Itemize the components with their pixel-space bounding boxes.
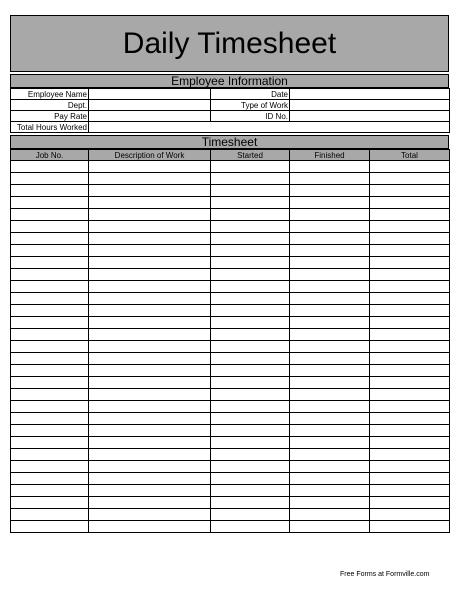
table-cell[interactable] (211, 485, 290, 497)
table-cell[interactable] (11, 233, 89, 245)
table-cell[interactable] (89, 281, 211, 293)
table-cell[interactable] (290, 413, 370, 425)
table-cell[interactable] (89, 221, 211, 233)
field-input[interactable] (290, 100, 450, 111)
table-row (11, 317, 450, 329)
table-cell[interactable] (211, 509, 290, 521)
table-cell[interactable] (370, 437, 450, 449)
table-cell[interactable] (211, 449, 290, 461)
table-cell[interactable] (89, 389, 211, 401)
footer-credit: Free Forms at Formville.com (340, 571, 430, 578)
table-cell[interactable] (211, 377, 290, 389)
table-cell[interactable] (370, 353, 450, 365)
table-cell[interactable] (211, 365, 290, 377)
field-label: Type of Work (211, 100, 290, 111)
timesheet-heading: Timesheet (10, 135, 449, 149)
table-cell[interactable] (89, 485, 211, 497)
table-cell[interactable] (11, 521, 89, 533)
table-cell[interactable] (11, 317, 89, 329)
employee-info-heading: Employee Information (10, 74, 449, 88)
table-cell[interactable] (290, 245, 370, 257)
table-cell[interactable] (211, 317, 290, 329)
table-cell[interactable] (370, 485, 450, 497)
table-cell[interactable] (89, 413, 211, 425)
table-cell[interactable] (290, 449, 370, 461)
table-row (11, 365, 450, 377)
table-cell[interactable] (89, 449, 211, 461)
table-cell[interactable] (290, 521, 370, 533)
table-cell[interactable] (211, 341, 290, 353)
table-cell[interactable] (370, 269, 450, 281)
table-cell[interactable] (89, 329, 211, 341)
table-cell[interactable] (11, 437, 89, 449)
table-cell[interactable] (370, 257, 450, 269)
table-cell[interactable] (89, 461, 211, 473)
table-cell[interactable] (11, 305, 89, 317)
table-cell[interactable] (211, 473, 290, 485)
table-cell[interactable] (370, 317, 450, 329)
table-cell[interactable] (211, 281, 290, 293)
table-cell[interactable] (11, 293, 89, 305)
table-row (11, 401, 450, 413)
table-cell[interactable] (211, 401, 290, 413)
table-cell[interactable] (290, 401, 370, 413)
employee-info-row (11, 89, 450, 100)
table-row (11, 329, 450, 341)
table-cell[interactable] (11, 269, 89, 281)
table-cell[interactable] (290, 329, 370, 341)
table-cell[interactable] (290, 233, 370, 245)
table-cell[interactable] (290, 341, 370, 353)
table-cell[interactable] (11, 281, 89, 293)
table-row (11, 161, 450, 173)
table-cell[interactable] (11, 197, 89, 209)
table-row (11, 449, 450, 461)
table-row (11, 509, 450, 521)
table-cell[interactable] (370, 185, 450, 197)
table-cell[interactable] (370, 221, 450, 233)
table-row (11, 173, 450, 185)
table-cell[interactable] (11, 509, 89, 521)
table-cell[interactable] (370, 209, 450, 221)
table-cell[interactable] (11, 389, 89, 401)
table-cell[interactable] (211, 329, 290, 341)
employee-info-row (11, 100, 450, 111)
table-cell[interactable] (290, 221, 370, 233)
table-cell[interactable] (211, 425, 290, 437)
table-cell[interactable] (211, 461, 290, 473)
table-cell[interactable] (11, 365, 89, 377)
column-header: Started (211, 150, 290, 161)
title-banner (10, 15, 449, 72)
field-input[interactable] (290, 89, 450, 100)
table-cell[interactable] (290, 281, 370, 293)
table-cell[interactable] (89, 233, 211, 245)
table-cell[interactable] (290, 425, 370, 437)
table-row (11, 305, 450, 317)
table-cell[interactable] (89, 209, 211, 221)
table-row (11, 245, 450, 257)
table-row (11, 185, 450, 197)
table-cell[interactable] (11, 245, 89, 257)
table-cell[interactable] (370, 197, 450, 209)
table-cell[interactable] (370, 233, 450, 245)
table-cell[interactable] (89, 425, 211, 437)
table-cell[interactable] (89, 341, 211, 353)
field-input[interactable] (89, 111, 211, 122)
table-cell[interactable] (290, 473, 370, 485)
table-cell[interactable] (290, 317, 370, 329)
table-cell[interactable] (11, 221, 89, 233)
field-label: Employee Name (11, 89, 89, 100)
table-cell[interactable] (370, 161, 450, 173)
table-row (11, 497, 450, 509)
table-cell[interactable] (211, 497, 290, 509)
table-cell[interactable] (211, 245, 290, 257)
table-cell[interactable] (11, 461, 89, 473)
table-row (11, 341, 450, 353)
table-cell[interactable] (290, 305, 370, 317)
field-label: ID No. (211, 111, 290, 122)
table-cell[interactable] (89, 401, 211, 413)
table-row (11, 281, 450, 293)
form-title: Daily Timesheet (122, 26, 337, 60)
table-cell[interactable] (370, 377, 450, 389)
table-cell[interactable] (211, 221, 290, 233)
table-row (11, 461, 450, 473)
table-row (11, 221, 450, 233)
table-cell[interactable] (11, 425, 89, 437)
table-cell[interactable] (11, 161, 89, 173)
table-cell[interactable] (370, 461, 450, 473)
table-cell[interactable] (211, 305, 290, 317)
table-cell[interactable] (290, 257, 370, 269)
table-cell[interactable] (290, 209, 370, 221)
table-row (11, 233, 450, 245)
table-row (11, 269, 450, 281)
table-cell[interactable] (290, 365, 370, 377)
table-cell[interactable] (11, 185, 89, 197)
table-cell[interactable] (11, 209, 89, 221)
table-cell[interactable] (370, 365, 450, 377)
timesheet-header-row (11, 150, 450, 161)
table-row (11, 209, 450, 221)
table-cell[interactable] (290, 161, 370, 173)
table-cell[interactable] (89, 173, 211, 185)
table-row (11, 293, 450, 305)
field-input[interactable] (89, 89, 211, 100)
table-cell[interactable] (370, 449, 450, 461)
table-cell[interactable] (11, 377, 89, 389)
table-cell[interactable] (290, 197, 370, 209)
table-row (11, 521, 450, 533)
table-row (11, 425, 450, 437)
table-cell[interactable] (370, 413, 450, 425)
table-cell[interactable] (370, 473, 450, 485)
table-row (11, 485, 450, 497)
table-cell[interactable] (290, 437, 370, 449)
table-cell[interactable] (89, 377, 211, 389)
table-cell[interactable] (370, 341, 450, 353)
table-cell[interactable] (290, 173, 370, 185)
table-cell[interactable] (89, 197, 211, 209)
table-cell[interactable] (89, 473, 211, 485)
table-cell[interactable] (211, 353, 290, 365)
table-cell[interactable] (370, 173, 450, 185)
field-label: Date (211, 89, 290, 100)
table-row (11, 413, 450, 425)
timesheet-form (10, 15, 449, 533)
field-label: Dept. (11, 100, 89, 111)
table-cell[interactable] (290, 497, 370, 509)
table-cell[interactable] (370, 305, 450, 317)
table-row (11, 353, 450, 365)
table-cell[interactable] (11, 353, 89, 365)
table-cell[interactable] (11, 401, 89, 413)
table-cell[interactable] (89, 257, 211, 269)
table-cell[interactable] (89, 509, 211, 521)
table-cell[interactable] (211, 269, 290, 281)
employee-info-row (11, 122, 450, 133)
table-cell[interactable] (290, 509, 370, 521)
table-row (11, 437, 450, 449)
table-cell[interactable] (290, 353, 370, 365)
table-cell[interactable] (89, 161, 211, 173)
employee-info-table (10, 88, 450, 133)
table-cell[interactable] (89, 497, 211, 509)
column-header: Finished (290, 150, 370, 161)
table-cell[interactable] (89, 305, 211, 317)
table-cell[interactable] (290, 389, 370, 401)
table-cell[interactable] (211, 257, 290, 269)
table-cell[interactable] (370, 509, 450, 521)
table-cell[interactable] (89, 245, 211, 257)
table-cell[interactable] (211, 233, 290, 245)
table-cell[interactable] (89, 269, 211, 281)
table-cell[interactable] (290, 461, 370, 473)
table-cell[interactable] (370, 521, 450, 533)
table-cell[interactable] (89, 317, 211, 329)
table-cell[interactable] (370, 281, 450, 293)
field-input[interactable] (290, 111, 450, 122)
employee-info-row (11, 111, 450, 122)
table-cell[interactable] (370, 401, 450, 413)
table-cell[interactable] (211, 293, 290, 305)
table-cell[interactable] (290, 185, 370, 197)
table-cell[interactable] (211, 209, 290, 221)
table-cell[interactable] (11, 449, 89, 461)
table-cell[interactable] (290, 485, 370, 497)
table-cell[interactable] (370, 293, 450, 305)
table-row (11, 473, 450, 485)
table-cell[interactable] (211, 185, 290, 197)
table-cell[interactable] (89, 365, 211, 377)
table-row (11, 197, 450, 209)
timesheet-table (10, 149, 450, 533)
table-cell[interactable] (89, 437, 211, 449)
table-cell[interactable] (370, 497, 450, 509)
table-cell[interactable] (211, 437, 290, 449)
table-cell[interactable] (211, 521, 290, 533)
table-cell[interactable] (370, 425, 450, 437)
table-cell[interactable] (11, 413, 89, 425)
field-input[interactable] (89, 100, 211, 111)
column-header: Total (370, 150, 450, 161)
table-cell[interactable] (89, 293, 211, 305)
table-cell[interactable] (211, 197, 290, 209)
field-input[interactable] (89, 122, 450, 133)
table-cell[interactable] (211, 173, 290, 185)
table-cell[interactable] (211, 389, 290, 401)
table-cell[interactable] (89, 185, 211, 197)
table-cell[interactable] (11, 329, 89, 341)
table-cell[interactable] (89, 521, 211, 533)
table-cell[interactable] (11, 473, 89, 485)
column-header: Job No. (11, 150, 89, 161)
table-cell[interactable] (11, 173, 89, 185)
table-cell[interactable] (11, 257, 89, 269)
table-cell[interactable] (370, 329, 450, 341)
column-header: Description of Work (89, 150, 211, 161)
table-cell[interactable] (11, 341, 89, 353)
table-cell[interactable] (370, 245, 450, 257)
table-cell[interactable] (370, 389, 450, 401)
table-cell[interactable] (211, 413, 290, 425)
table-cell[interactable] (290, 377, 370, 389)
table-cell[interactable] (211, 161, 290, 173)
table-row (11, 257, 450, 269)
table-row (11, 377, 450, 389)
table-cell[interactable] (11, 485, 89, 497)
field-label: Pay Rate (11, 111, 89, 122)
table-cell[interactable] (290, 293, 370, 305)
table-row (11, 389, 450, 401)
field-label: Total Hours Worked (11, 122, 89, 133)
table-cell[interactable] (290, 269, 370, 281)
table-cell[interactable] (89, 353, 211, 365)
table-cell[interactable] (11, 497, 89, 509)
